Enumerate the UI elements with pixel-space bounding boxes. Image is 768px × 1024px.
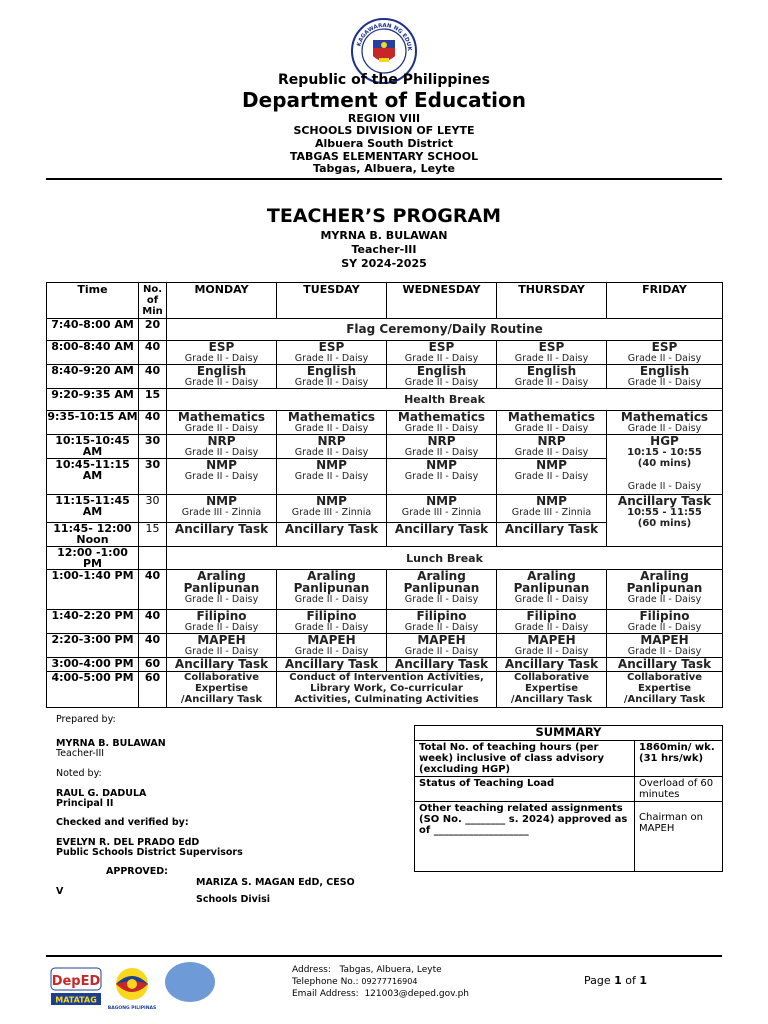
class-cell <box>607 411 723 435</box>
deped-logo-text: DepED <box>51 974 101 989</box>
class-cell <box>277 341 387 365</box>
footer-rule <box>46 955 722 957</box>
class-cell <box>607 658 723 672</box>
class-cell <box>497 672 607 708</box>
checked-name: EVELYN R. DEL PRADO EdD <box>56 837 200 848</box>
table-row <box>47 411 723 435</box>
subject-line-1: Araling <box>417 569 466 583</box>
class-cell <box>277 411 387 435</box>
summary-other-value: Chairman on MAPEH <box>635 802 723 872</box>
time-cell: 12:00 -1:00 PM <box>47 547 139 570</box>
subject: NRP <box>207 434 236 448</box>
subject-line-1: Araling <box>197 569 246 583</box>
subject: Ancillary Task <box>504 522 599 536</box>
bagong-pilipinas-text: BAGONG PILIPINAS <box>107 1006 157 1011</box>
class-cell <box>167 411 277 435</box>
class-cell <box>277 570 387 610</box>
table-row <box>47 634 723 658</box>
section: Grade II - Daisy <box>294 594 369 605</box>
subject: English <box>416 364 467 378</box>
subject-line-2: Panlipunan <box>293 581 370 595</box>
class-cell <box>387 411 497 435</box>
section: Grade II - Daisy <box>294 622 369 633</box>
subject: Mathematics <box>177 410 266 424</box>
approved-position-fragment: V <box>56 886 64 897</box>
class-cell <box>277 658 387 672</box>
section: Grade II - Daisy <box>404 423 479 434</box>
republic-text: Republic of the Philippines <box>278 72 490 88</box>
of-word: of <box>625 974 636 987</box>
summary-status-label: Status of Teaching Load <box>415 777 635 802</box>
class-cell <box>607 610 723 634</box>
region-text: REGION VIII <box>347 112 421 125</box>
subject: Ancillary Task <box>174 657 269 671</box>
subject: ESP <box>208 340 235 354</box>
school-logo-placeholder <box>165 962 215 1002</box>
deped-matatag-logo <box>50 966 102 1012</box>
subject: English <box>306 364 357 378</box>
class-cell <box>277 634 387 658</box>
noted-position: Principal II <box>56 798 114 809</box>
minutes-cell: 30 <box>139 435 167 459</box>
class-cell <box>497 523 607 547</box>
class-cell <box>277 495 387 523</box>
class-cell <box>167 523 277 547</box>
page-indicator <box>584 975 647 987</box>
class-cell <box>167 459 277 495</box>
intervention-cell <box>277 672 497 708</box>
class-cell <box>497 610 607 634</box>
time-cell: 10:45-11:15 AM <box>47 459 139 495</box>
lunch-break-cell: Lunch Break <box>167 547 723 570</box>
collab-line-2: Expertise <box>524 683 579 694</box>
section: Grade II - Daisy <box>294 353 369 364</box>
subject: Mathematics <box>507 410 596 424</box>
class-cell <box>497 365 607 389</box>
subject: ESP <box>428 340 455 354</box>
section: Grade II - Daisy <box>514 622 589 633</box>
email-label: Email Address: <box>292 989 359 999</box>
collab-line-1: Collaborative <box>513 672 590 683</box>
telephone-value: 09277716904 <box>361 977 418 986</box>
table-row <box>47 547 723 570</box>
page-word: Page <box>584 974 611 987</box>
time-cell: 7:40-8:00 AM <box>47 319 139 341</box>
summary-table <box>414 725 723 872</box>
section: Grade II - Daisy <box>184 377 259 388</box>
subject: NRP <box>427 434 456 448</box>
subject: Filipino <box>306 609 357 623</box>
time-cell: 1:00-1:40 PM <box>47 570 139 610</box>
class-cell <box>167 495 277 523</box>
noted-name: RAUL G. DADULA <box>56 788 147 799</box>
header-thursday: THURSDAY <box>497 283 607 319</box>
section: Grade II - Daisy <box>184 353 259 364</box>
class-cell <box>167 570 277 610</box>
subject: Ancillary Task <box>284 522 379 536</box>
class-cell <box>387 435 497 459</box>
minutes-cell: 40 <box>139 634 167 658</box>
subject: NMP <box>316 458 347 472</box>
table-row <box>47 435 723 459</box>
section: Grade II - Daisy <box>184 423 259 434</box>
approved-position-cut: Schools Divisi <box>196 894 271 905</box>
section: Grade II - Daisy <box>184 622 259 633</box>
time-cell: 8:40-9:20 AM <box>47 365 139 389</box>
section: Grade III - Zinnia <box>181 507 262 518</box>
section: Grade II - Daisy <box>404 471 479 482</box>
class-cell <box>607 570 723 610</box>
header-monday: MONDAY <box>167 283 277 319</box>
section: Grade II - Daisy <box>514 594 589 605</box>
subject: Ancillary Task <box>394 522 489 536</box>
page-number: 1 <box>614 974 622 987</box>
section: Grade II - Daisy <box>404 594 479 605</box>
approved-label: APPROVED: <box>106 866 168 877</box>
minutes-cell: 30 <box>139 495 167 523</box>
time-cell: 11:45- 12:00 Noon <box>47 523 139 547</box>
section: Grade II - Daisy <box>184 646 259 657</box>
table-row <box>47 610 723 634</box>
subject-line-2: Panlipunan <box>183 581 260 595</box>
header-rule <box>46 178 722 180</box>
subject: Filipino <box>196 609 247 623</box>
class-cell <box>277 523 387 547</box>
summary-other-label: Other teaching related assignments (SO No. ________ s. 2024) approved as of ___________________ <box>415 802 635 872</box>
time-cell: 8:00-8:40 AM <box>47 341 139 365</box>
ancillary-minutes: (60 mins) <box>637 518 692 529</box>
footer-telephone <box>292 976 417 988</box>
collab-line-1: Collaborative <box>626 672 703 683</box>
hgp-time: 10:15 - 10:55 <box>627 447 702 458</box>
section: Grade II - Daisy <box>184 447 259 458</box>
program-title: TEACHER’S PROGRAM <box>266 205 502 227</box>
section: Grade II - Daisy <box>294 377 369 388</box>
section: Grade II - Daisy <box>514 353 589 364</box>
class-cell <box>387 658 497 672</box>
minutes-cell: 15 <box>139 389 167 411</box>
class-cell <box>497 570 607 610</box>
time-cell: 4:00-5:00 PM <box>47 672 139 708</box>
minutes-cell: 40 <box>139 570 167 610</box>
section: Grade II - Daisy <box>627 594 702 605</box>
collab-line-3: /Ancillary Task <box>623 694 706 705</box>
class-cell <box>607 672 723 708</box>
time-cell: 9:20-9:35 AM <box>47 389 139 411</box>
subject: NMP <box>206 494 237 508</box>
class-cell <box>607 365 723 389</box>
collab-line-3: /Ancillary Task <box>510 694 593 705</box>
subject: NMP <box>426 494 457 508</box>
section: Grade II - Daisy <box>404 622 479 633</box>
class-cell <box>167 435 277 459</box>
address-value: Tabgas, Albuera, Leyte <box>339 965 442 975</box>
subject-line-2: Panlipunan <box>513 581 590 595</box>
class-cell <box>607 634 723 658</box>
page-total: 1 <box>639 974 648 987</box>
telephone-label: Telephone No.: <box>292 977 359 987</box>
subject: NRP <box>537 434 566 448</box>
class-cell <box>277 365 387 389</box>
hgp-minutes: (40 mins) <box>637 458 692 469</box>
section: Grade II - Daisy <box>627 481 702 492</box>
checked-position: Public Schools District Supervisors <box>56 847 243 858</box>
noted-label: Noted by: <box>56 768 102 779</box>
school-year: SY 2024-2025 <box>341 257 427 270</box>
class-cell <box>387 365 497 389</box>
address-text: Tabgas, Albuera, Leyte <box>313 162 455 175</box>
subject-line-1: Araling <box>527 569 576 583</box>
subject: Ancillary Task <box>617 657 712 671</box>
hgp-cell <box>607 435 723 495</box>
subject: English <box>196 364 247 378</box>
table-row <box>47 365 723 389</box>
section: Grade III - Zinnia <box>511 507 592 518</box>
district-text: Albuera South District <box>314 137 454 150</box>
footer-email <box>292 988 469 1000</box>
subject: ESP <box>318 340 345 354</box>
subject: ESP <box>538 340 565 354</box>
collab-line-2: Expertise <box>194 683 249 694</box>
table-row <box>47 389 723 411</box>
minutes-cell: 40 <box>139 341 167 365</box>
subject: Ancillary Task <box>394 657 489 671</box>
section: Grade II - Daisy <box>514 423 589 434</box>
section: Grade II - Daisy <box>514 471 589 482</box>
class-cell <box>167 341 277 365</box>
header-tuesday: TUESDAY <box>277 283 387 319</box>
minutes-cell <box>139 547 167 570</box>
matatag-logo-text: MATATAG <box>55 995 97 1005</box>
minutes-cell: 40 <box>139 610 167 634</box>
subject: NRP <box>317 434 346 448</box>
time-cell: 2:20-3:00 PM <box>47 634 139 658</box>
section: Grade II - Daisy <box>514 377 589 388</box>
class-cell <box>387 495 497 523</box>
minutes-cell: 60 <box>139 672 167 708</box>
minutes-cell: 40 <box>139 411 167 435</box>
subject: English <box>639 364 690 378</box>
subject: MAPEH <box>527 633 576 647</box>
class-cell <box>497 495 607 523</box>
footer-address <box>292 964 442 976</box>
summary-title: SUMMARY <box>415 726 723 741</box>
subject: Filipino <box>639 609 690 623</box>
table-header-row <box>47 283 723 319</box>
class-cell <box>497 411 607 435</box>
subject: MAPEH <box>307 633 356 647</box>
class-cell <box>167 610 277 634</box>
seal-text: KAGAWARAN NG EDUK <box>356 22 413 52</box>
section: Grade II - Daisy <box>184 594 259 605</box>
bagong-pilipinas-logo <box>108 966 156 1012</box>
subject: Filipino <box>526 609 577 623</box>
section: Grade II - Daisy <box>294 447 369 458</box>
department-text: Department of Education <box>242 88 526 112</box>
health-break-cell: Health Break <box>167 389 723 411</box>
section: Grade II - Daisy <box>627 353 702 364</box>
header-wednesday: WEDNESDAY <box>387 283 497 319</box>
class-cell <box>167 658 277 672</box>
section: Grade II - Daisy <box>627 646 702 657</box>
table-row <box>47 341 723 365</box>
subject: NMP <box>536 458 567 472</box>
email-value: 121003@deped.gov.ph <box>364 989 470 999</box>
summary-hours-label: Total No. of teaching hours (per week) inclusive of class advisory (excluding HGP) <box>415 741 635 777</box>
subject: MAPEH <box>417 633 466 647</box>
subject: Filipino <box>416 609 467 623</box>
friday-ancillary-cell <box>607 495 723 547</box>
schedule-table <box>46 282 723 708</box>
subject: Ancillary Task <box>174 522 269 536</box>
subject: MAPEH <box>640 633 689 647</box>
table-row <box>47 495 723 523</box>
subject: English <box>526 364 577 378</box>
header-time: Time <box>47 283 139 319</box>
school-text: TABGAS ELEMENTARY SCHOOL <box>289 150 479 163</box>
subject: Ancillary Task <box>504 657 599 671</box>
section: Grade II - Daisy <box>627 423 702 434</box>
section: Grade II - Daisy <box>404 447 479 458</box>
collab-line-2: Expertise <box>637 683 692 694</box>
collab-line-1: Collaborative <box>183 672 260 683</box>
class-cell <box>277 435 387 459</box>
subject: ESP <box>651 340 678 354</box>
section: Grade II - Daisy <box>184 471 259 482</box>
table-row <box>47 672 723 708</box>
class-cell <box>387 570 497 610</box>
ancillary-time: 10:55 - 11:55 <box>627 507 702 518</box>
minutes-cell: 40 <box>139 365 167 389</box>
subject: HGP <box>650 434 679 448</box>
prepared-position: Teacher-III <box>56 748 105 759</box>
class-cell <box>387 610 497 634</box>
class-cell <box>387 341 497 365</box>
subject-line-2: Panlipunan <box>626 581 703 595</box>
section: Grade II - Daisy <box>627 377 702 388</box>
class-cell <box>497 435 607 459</box>
section: Grade II - Daisy <box>514 447 589 458</box>
minutes-cell: 30 <box>139 459 167 495</box>
class-cell <box>387 634 497 658</box>
address-label: Address: <box>292 965 331 975</box>
division-text: SCHOOLS DIVISION OF LEYTE <box>293 124 475 137</box>
minutes-cell: 15 <box>139 523 167 547</box>
class-cell <box>497 459 607 495</box>
subject: Ancillary Task <box>284 657 379 671</box>
class-cell <box>277 459 387 495</box>
header-friday: FRIDAY <box>607 283 723 319</box>
time-cell: 3:00-4:00 PM <box>47 658 139 672</box>
section: Grade II - Daisy <box>294 646 369 657</box>
time-cell: 10:15-10:45 AM <box>47 435 139 459</box>
class-cell <box>387 459 497 495</box>
subject: NMP <box>536 494 567 508</box>
section: Grade II - Daisy <box>294 423 369 434</box>
subject: MAPEH <box>197 633 246 647</box>
class-cell <box>167 365 277 389</box>
class-cell <box>167 672 277 708</box>
subject-line-1: Araling <box>307 569 356 583</box>
teacher-name: MYRNA B. BULAWAN <box>320 229 448 242</box>
table-row <box>47 570 723 610</box>
subject: NMP <box>426 458 457 472</box>
class-cell <box>607 341 723 365</box>
class-cell <box>497 634 607 658</box>
time-cell: 9:35-10:15 AM <box>47 411 139 435</box>
section: Grade II - Daisy <box>627 622 702 633</box>
approved-name: MARIZA S. MAGAN EdD, CESO <box>196 877 355 888</box>
section: Grade II - Daisy <box>404 646 479 657</box>
checked-label: Checked and verified by: <box>56 817 189 828</box>
subject: NMP <box>316 494 347 508</box>
minutes-cell: 60 <box>139 658 167 672</box>
prepared-name: MYRNA B. BULAWAN <box>56 738 166 749</box>
subject: Mathematics <box>397 410 486 424</box>
section: Grade II - Daisy <box>514 646 589 657</box>
minutes-cell: 20 <box>139 319 167 341</box>
class-cell <box>497 658 607 672</box>
subject: NMP <box>206 458 237 472</box>
conduct-line-3: Activities, Culminating Activities <box>294 694 479 705</box>
subject: Mathematics <box>620 410 709 424</box>
table-row <box>47 658 723 672</box>
subject: Mathematics <box>287 410 376 424</box>
section: Grade III - Zinnia <box>401 507 482 518</box>
section: Grade III - Zinnia <box>291 507 372 518</box>
class-cell <box>277 610 387 634</box>
prepared-label: Prepared by: <box>56 714 116 725</box>
subject: Ancillary Task <box>617 494 712 508</box>
time-cell: 11:15-11:45 AM <box>47 495 139 523</box>
subject-line-2: Panlipunan <box>403 581 480 595</box>
summary-hours-value: 1860min/ wk. (31 hrs/wk) <box>635 741 723 777</box>
class-cell <box>387 523 497 547</box>
collab-line-3: /Ancillary Task <box>180 694 263 705</box>
flag-ceremony-cell: Flag Ceremony/Daily Routine <box>167 319 723 341</box>
class-cell <box>167 634 277 658</box>
teacher-position: Teacher-III <box>351 243 417 256</box>
section: Grade II - Daisy <box>404 353 479 364</box>
time-cell: 1:40-2:20 PM <box>47 610 139 634</box>
table-row <box>47 319 723 341</box>
header-minutes: No. of Min <box>139 283 167 319</box>
section: Grade II - Daisy <box>404 377 479 388</box>
conduct-line-1: Conduct of Intervention Activities, <box>289 672 484 683</box>
section: Grade II - Daisy <box>294 471 369 482</box>
summary-status-value: Overload of 60 minutes <box>635 777 723 802</box>
class-cell <box>497 341 607 365</box>
subject-line-1: Araling <box>640 569 689 583</box>
conduct-line-2: Library Work, Co-curricular <box>310 683 463 694</box>
